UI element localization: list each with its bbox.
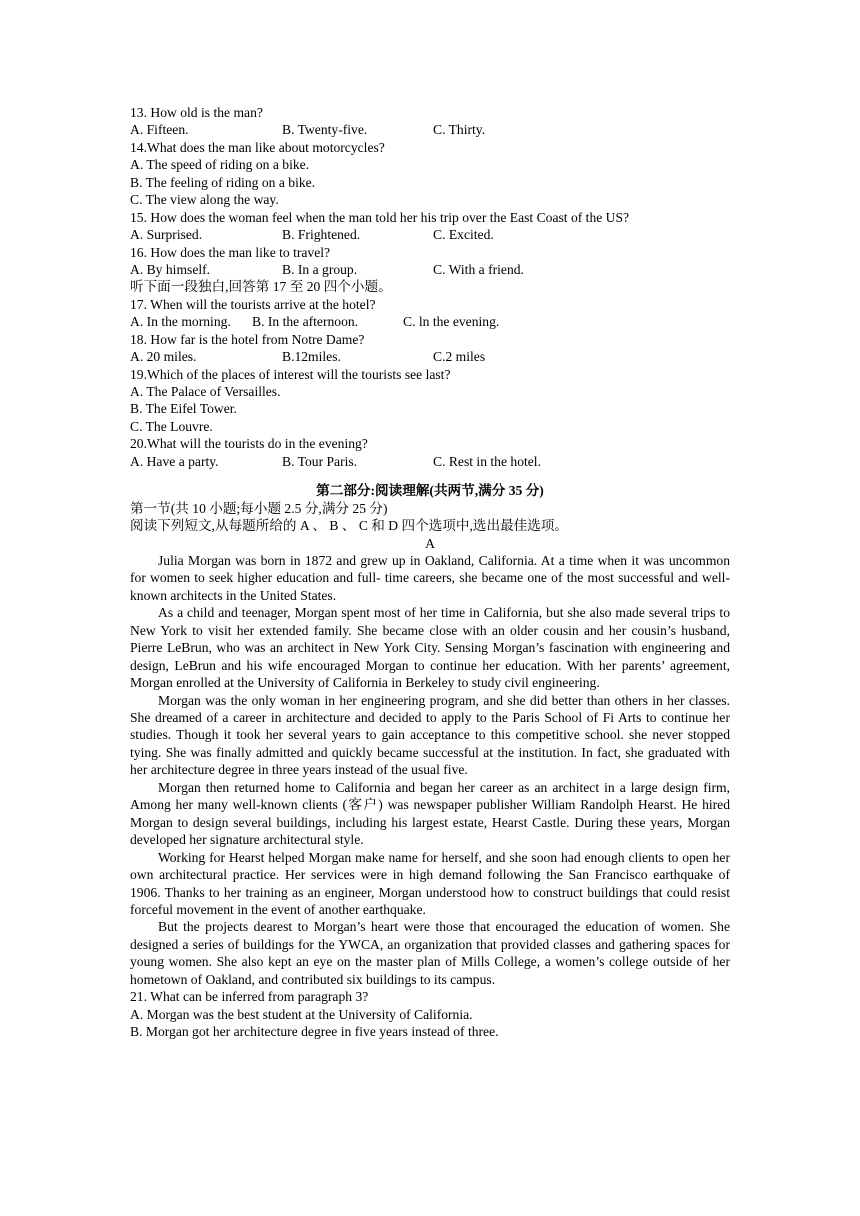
option-c: C. Rest in the hotel. — [433, 453, 541, 469]
option-a: A. 20 miles. — [130, 349, 197, 365]
question-16 — [130, 244, 730, 279]
option-b: B. Twenty-five. — [282, 122, 368, 138]
option-c: C.2 miles — [433, 349, 486, 365]
option-a: A. Fifteen. — [130, 122, 189, 138]
question-14 — [130, 139, 730, 209]
question-20 — [130, 435, 730, 470]
question-15 — [130, 209, 730, 244]
option-b: B. Morgan got her architecture degree in five years instead of three. — [130, 1024, 499, 1040]
reading-instructions: 阅读下列短文,从每题所给的 A 、 B 、 C 和 D 四个选项中,选出最佳选项。 — [130, 518, 569, 534]
listening-questions-17-20 — [130, 296, 730, 470]
listening-questions-13-16 — [130, 104, 730, 278]
monologue-intro: 听下面一段独白,回答第 17 至 20 四个小题。 — [130, 279, 392, 295]
paragraph-2: As a child and teenager, Morgan spent most of her time in California, but she also made several trips to New York to visit her extended family. She became close with an older cousin and her cousin’s husband, Pierre LeBrun, who was an architect in New York City. Sensing Morgan’s fascination with engineering and design, LeBrun and his wife encouraged Morgan to continue her education. With her parents’ agreement, Morgan enrolled at the University of California in Berkeley to study civil engineering. — [130, 605, 730, 691]
option-c: C. The view along the way. — [130, 192, 279, 208]
option-a: A. Surprised. — [130, 227, 203, 243]
question-text: 20.What will the tourists do in the evening? — [130, 436, 368, 452]
paragraph-6: But the projects dearest to Morgan’s heart were those that encouraged the education of women. She designed a series of buildings for the YWCA, an organization that provided classes and gathering spaces for young women. She also kept an eye on the master plan of Mills College, a women’s college outside of her hometown of Oakland, and contributed six buildings to its campus. — [130, 919, 730, 987]
option-c: C. With a friend. — [433, 261, 524, 277]
option-b: B.12miles. — [282, 349, 341, 365]
option-c: C. Thirty. — [433, 122, 486, 138]
option-a: A. By himself. — [130, 261, 211, 277]
option-row — [130, 261, 730, 278]
section-one-title: 第一节(共 10 小题;每小题 2.5 分,满分 25 分) — [130, 500, 388, 516]
question-text: 14.What does the man like about motorcycles? — [130, 139, 385, 155]
question-13 — [130, 104, 730, 139]
exam-page — [130, 104, 730, 1041]
option-a: A. Morgan was the best student at the University of California. — [130, 1006, 473, 1022]
option-a: A. Have a party. — [130, 453, 219, 469]
question-18 — [130, 331, 730, 366]
option-c: C. ln the evening. — [403, 314, 500, 330]
question-17 — [130, 296, 730, 331]
option-c: C. The Louvre. — [130, 418, 213, 434]
question-text: 13. How old is the man? — [130, 105, 263, 120]
question-21 — [130, 988, 730, 1040]
option-row — [130, 121, 730, 138]
option-b: B. In a group. — [282, 261, 358, 277]
option-row — [130, 313, 730, 330]
option-row — [130, 348, 730, 365]
option-a: A. The Palace of Versailles. — [130, 384, 281, 399]
option-a: A. In the morning. — [130, 314, 231, 330]
paragraph-3: Morgan was the only woman in her engineering program, and she did better than others in her classes. She dreamed of a career in architecture and decided to apply to the Paris School of Fi Arts to continue her studies. Though it took her several years to gain acceptance to this competitive school. she never stopped tying. She was finally admitted and quickly became successful at the institution. In fact, she graduated with her architecture degree in three years instead of the usual five. — [130, 692, 730, 778]
part-two-title: 第二部分:阅读理解(共两节,满分 35 分) — [316, 483, 544, 499]
question-text: 16. How does the man like to travel? — [130, 244, 331, 260]
option-b: B. Tour Paris. — [282, 453, 358, 469]
option-c: C. Excited. — [433, 227, 494, 243]
option-b: B. The feeling of riding on a bike. — [130, 174, 316, 190]
option-b: B. The Eifel Tower. — [130, 401, 237, 417]
question-text: 21. What can be inferred from paragraph 3? — [130, 989, 369, 1005]
option-b: B. In the afternoon. — [252, 314, 359, 330]
question-19 — [130, 366, 730, 436]
paragraph-1: Julia Morgan was born in 1872 and grew up in Oakland, California. At a time when it was uncommon for women to seek higher education and full- time careers, she became one of the most successful and well-known architects in the United States. — [130, 552, 730, 603]
question-text: 18. How far is the hotel from Notre Dame? — [130, 331, 365, 347]
option-a: A. The speed of riding on a bike. — [130, 157, 310, 173]
paragraph-5: Working for Hearst helped Morgan make name for herself, and she soon had enough clients to open her own architectural practice. Her services were in high demand following the San Francisco earthquake of 1906. Thanks to her training as an engineer, Morgan understood how to construct buildings that could resist forceful movement in the event of another earthquake. — [130, 849, 730, 917]
passage-label: A — [425, 535, 435, 551]
passage-a — [130, 552, 730, 988]
question-text: 17. When will the tourists arrive at the hotel? — [130, 296, 376, 312]
question-text: 15. How does the woman feel when the man told her his trip over the East Coast of the US? — [130, 209, 630, 225]
option-row — [130, 226, 730, 243]
question-text: 19.Which of the places of interest will the tourists see last? — [130, 366, 451, 382]
paragraph-4: Morgan then returned home to California and began her career as an architect in a large design firm, Among her many well-known clients (客户) was newspaper publisher William Randolph Hearst. He hired Morgan to design several buildings, including his largest estate, Hearst Castle. During these years, Morgan developed her signature architectural style. — [130, 779, 730, 848]
option-b: B. Frightened. — [282, 227, 361, 243]
option-row — [130, 453, 730, 470]
